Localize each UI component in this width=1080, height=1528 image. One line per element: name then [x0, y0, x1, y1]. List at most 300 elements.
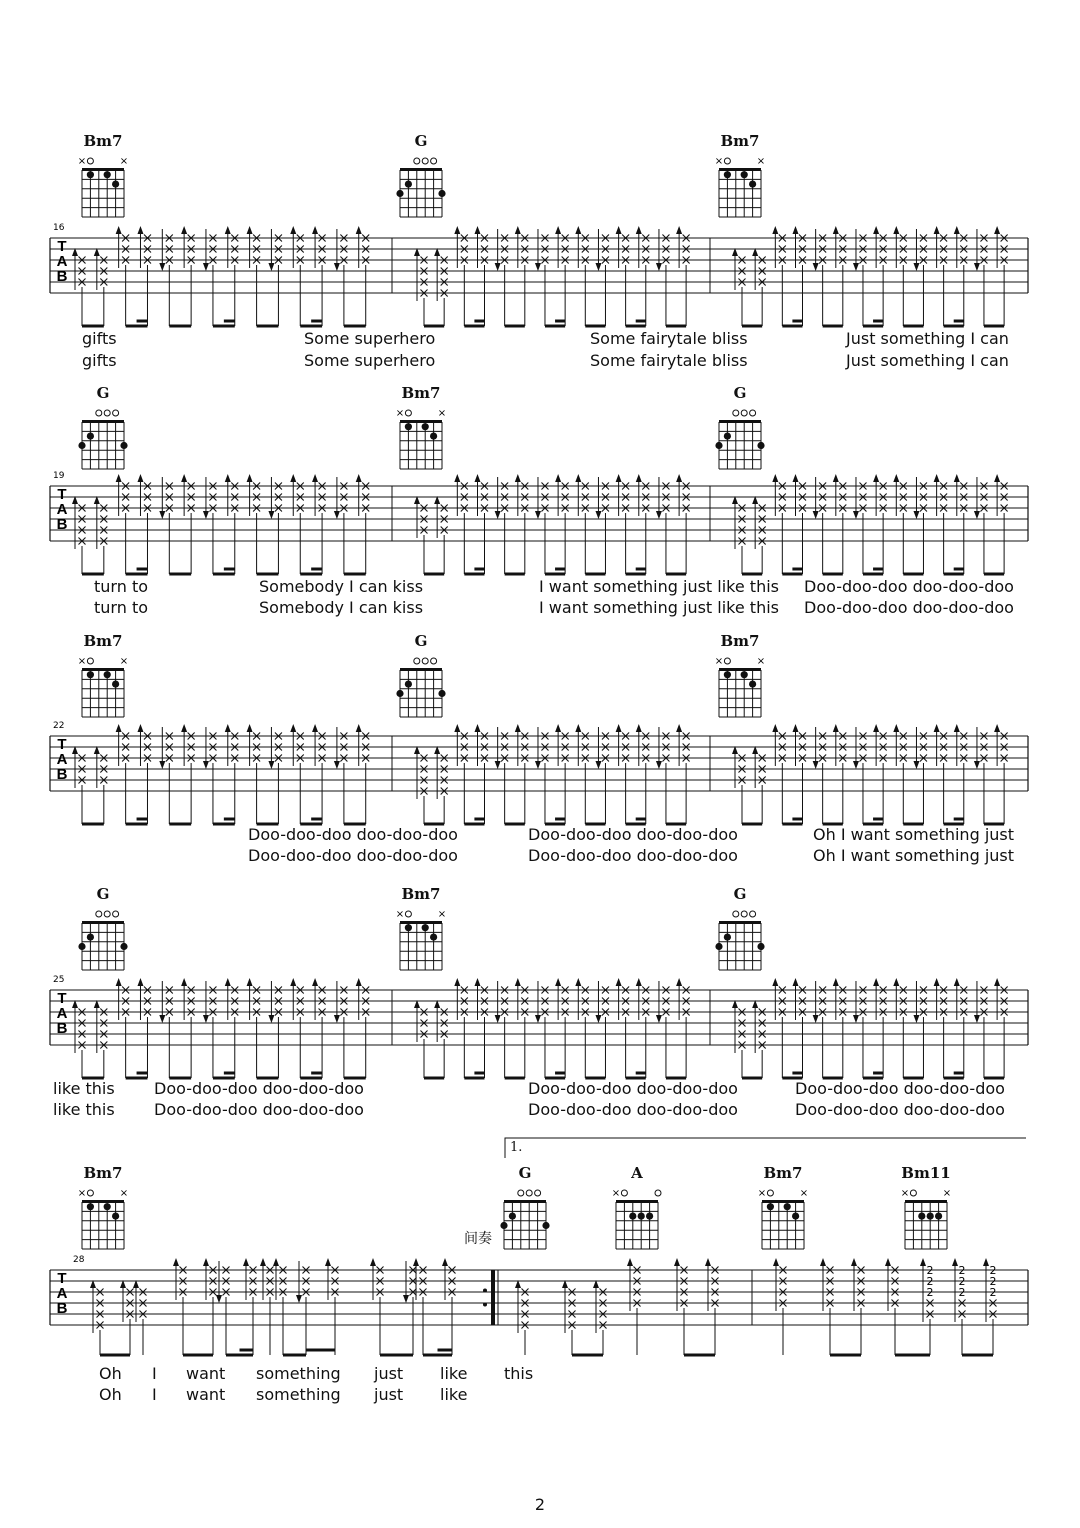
measure-number: 22 [53, 721, 65, 731]
strum-stroke [515, 226, 529, 326]
strum-arrow-head [334, 511, 340, 519]
finger-dot [104, 1203, 111, 1210]
finger-dot [509, 1213, 516, 1220]
strum-stroke [954, 226, 968, 326]
finger-dot [792, 1213, 799, 1220]
finger-dot [724, 433, 731, 440]
lyric-line1-3: Some fairytale bliss [590, 329, 748, 348]
strum-stroke [225, 724, 239, 824]
strum-stroke [325, 1258, 339, 1355]
lyric-line1-1: like this [53, 1079, 115, 1098]
lyric-line1-2: Somebody I can kiss [259, 577, 424, 596]
lyric-line1-4: something [256, 1364, 341, 1383]
strum-arrow-head [772, 724, 778, 732]
strum-stroke [575, 474, 589, 574]
open-string-mark [104, 911, 110, 917]
strum-stroke [873, 978, 887, 1078]
strum-stroke [290, 724, 304, 824]
strum-arrow-head [173, 1258, 179, 1266]
strum-arrow-head [268, 511, 274, 519]
chord-diagram-g [78, 410, 127, 469]
strum-stroke [954, 724, 968, 824]
strum-arrow-head [268, 1015, 274, 1023]
strum-arrow-head [334, 263, 340, 271]
strum-arrow-head [296, 1295, 302, 1303]
strum-stroke [137, 474, 151, 574]
strum-arrow-head [273, 1258, 279, 1266]
strum-arrow-head [495, 511, 501, 519]
strum-arrow-head [413, 1258, 419, 1266]
strum-stroke [954, 474, 968, 574]
chord-diagram-bm7 [78, 1188, 128, 1249]
strum-arrow-head [203, 263, 209, 271]
tab-clef-letter: B [56, 766, 68, 783]
lyric-line1-1: Oh [99, 1364, 122, 1383]
finger-dot [104, 671, 111, 678]
strum-arrow-head [873, 724, 879, 732]
finger-dot [749, 181, 756, 188]
strum-arrow-head [159, 761, 165, 769]
strum-arrow-head [575, 724, 581, 732]
lyric-line1-2: Doo-doo-doo doo-doo-doo [154, 1079, 364, 1098]
strum-stroke [159, 477, 173, 574]
open-string-mark [733, 410, 739, 416]
strum-stroke [495, 981, 509, 1078]
strum-arrow-head [116, 474, 122, 482]
muted-string-mark: × [756, 656, 766, 667]
repeat-thick-bar [491, 1270, 495, 1325]
finger-dot [542, 1222, 549, 1229]
open-string-mark [526, 1190, 532, 1196]
muted-string-mark: × [757, 1188, 767, 1199]
strum-stroke [772, 724, 786, 824]
strum-arrow-head [555, 474, 561, 482]
finger-dot [112, 1213, 119, 1220]
strum-stroke [772, 474, 786, 574]
strum-stroke [370, 1258, 384, 1355]
strum-stroke [636, 978, 650, 1078]
strum-arrow-head [454, 226, 460, 234]
strum-arrow-head [474, 978, 480, 986]
open-string-mark [113, 410, 119, 416]
strum-arrow-head [137, 978, 143, 986]
muted-string-mark: × [942, 1188, 952, 1199]
strum-arrow-head [495, 1015, 501, 1023]
strum-stroke [334, 727, 348, 824]
strum-arrow-head [495, 761, 501, 769]
strum-stroke [893, 226, 907, 326]
strum-arrow-head [159, 263, 165, 271]
strum-arrow-head [312, 978, 318, 986]
lyric-line2-3: I want something just like this [539, 598, 779, 617]
strum-stroke [268, 229, 282, 326]
open-string-mark [405, 410, 411, 416]
strum-arrow-head [116, 978, 122, 986]
strum-stroke [853, 981, 867, 1078]
chord-diagram-g [715, 410, 764, 469]
repeat-dot [483, 1303, 487, 1307]
open-string-mark [431, 158, 437, 164]
strum-stroke [356, 724, 370, 824]
strum-stroke [495, 477, 509, 574]
finger-dot [112, 181, 119, 188]
lyric-line2-1: gifts [82, 351, 117, 370]
strum-arrow-head [893, 474, 899, 482]
measure-number: 16 [53, 223, 65, 233]
strum-arrow-head [954, 474, 960, 482]
finger-dot [767, 1203, 774, 1210]
lyric-line1-1: Doo-doo-doo doo-doo-doo [248, 825, 458, 844]
repeat-dot [483, 1289, 487, 1293]
strum-arrow-head [356, 474, 362, 482]
chord-diagram-bm7 [78, 656, 128, 717]
strum-arrow-head [893, 724, 899, 732]
strum-stroke [116, 724, 129, 824]
chord-diagram-bm11 [901, 1188, 951, 1249]
strum-stroke [159, 727, 173, 824]
strum-stroke [813, 727, 827, 824]
strum-stroke [116, 474, 129, 574]
strum-stroke [247, 978, 261, 1078]
strum-stroke [555, 226, 569, 326]
chord-diagram-a [612, 1188, 661, 1249]
finger-dot [500, 1222, 507, 1229]
strum-arrow-head [454, 724, 460, 732]
strum-stroke [120, 1280, 134, 1355]
lyric-line1-3: Doo-doo-doo doo-doo-doo [528, 1079, 738, 1098]
finger-dot [396, 190, 403, 197]
strum-stroke [90, 1280, 104, 1355]
finger-dot [927, 1213, 934, 1220]
page-number: 2 [534, 1495, 546, 1514]
strum-arrow-head [247, 474, 253, 482]
strum-stroke [636, 226, 650, 326]
finger-dot [422, 924, 429, 931]
strum-stroke [934, 226, 948, 326]
finger-dot [724, 671, 731, 678]
lyric-line1-2: Some superhero [304, 329, 436, 348]
chord-name-bm7: Bm7 [83, 632, 123, 650]
strum-stroke [983, 1258, 997, 1355]
strum-stroke [356, 978, 370, 1078]
finger-dot [784, 1203, 791, 1210]
strum-arrow-head [656, 761, 662, 769]
strum-stroke [137, 226, 151, 326]
finger-dot [724, 934, 731, 941]
chord-name-bm7: Bm7 [401, 885, 441, 903]
strum-arrow-head [974, 1015, 980, 1023]
strum-stroke [934, 978, 948, 1078]
strum-stroke [203, 1258, 217, 1355]
strum-stroke [885, 1258, 899, 1355]
open-string-mark [518, 1190, 524, 1196]
strum-stroke [454, 226, 468, 326]
strum-stroke [833, 724, 847, 824]
strum-stroke [296, 1261, 310, 1355]
strum-stroke [676, 474, 690, 574]
chord-name-bm7: Bm7 [401, 384, 441, 402]
tab-clef-letter: A [56, 1285, 68, 1302]
strum-arrow-head [676, 226, 682, 234]
chord-name-a: A [631, 1164, 643, 1182]
measure-number: 19 [53, 471, 65, 481]
muted-string-mark: × [437, 408, 447, 419]
strum-arrow-head [555, 724, 561, 732]
strum-stroke [403, 1261, 417, 1355]
muted-string-mark: × [77, 1188, 87, 1199]
strum-arrow-head [515, 226, 521, 234]
finger-dot [646, 1213, 653, 1220]
strum-arrow-head [268, 263, 274, 271]
strum-stroke [225, 474, 239, 574]
strum-arrow-head [952, 1258, 958, 1266]
strum-arrow-head [934, 474, 940, 482]
strum-stroke [203, 477, 217, 574]
strum-arrow-head [159, 511, 165, 519]
strum-stroke [260, 1258, 274, 1355]
strum-arrow-head [203, 1015, 209, 1023]
tab-clef-letter: B [56, 268, 68, 285]
strum-stroke [616, 724, 630, 824]
strum-arrow-head [595, 1015, 601, 1023]
strum-stroke [813, 229, 827, 326]
strum-stroke [920, 1258, 934, 1355]
strum-arrow-head [636, 474, 642, 482]
strum-arrow-head [853, 761, 859, 769]
finger-dot [935, 1213, 942, 1220]
tab-clef-letter: T [57, 238, 67, 255]
chord-diagram-bm7 [396, 408, 446, 469]
lyric-line2-4: Doo-doo-doo doo-doo-doo [795, 1100, 1005, 1119]
strum-stroke [159, 981, 173, 1078]
strum-arrow-head [954, 226, 960, 234]
chord-name-bm7: Bm7 [720, 632, 760, 650]
open-string-mark [87, 1190, 93, 1196]
strum-arrow-head [813, 1015, 819, 1023]
tab-clef-letter: A [56, 1005, 68, 1022]
chord-name-bm7: Bm7 [763, 1164, 803, 1182]
strum-arrow-head [535, 511, 541, 519]
strum-arrow-head [833, 724, 839, 732]
strum-arrow-head [913, 761, 919, 769]
strum-arrow-head [403, 1295, 409, 1303]
open-string-mark [733, 911, 739, 917]
strum-arrow-head [994, 724, 1000, 732]
strum-arrow-head [934, 724, 940, 732]
strum-stroke [893, 474, 907, 574]
strum-stroke [290, 226, 304, 326]
muted-string-mark: × [799, 1188, 809, 1199]
strum-arrow-head [954, 978, 960, 986]
strum-stroke [474, 474, 488, 574]
finger-dot [104, 171, 111, 178]
lyric-line1-2: I [152, 1364, 157, 1383]
strum-stroke [515, 1280, 529, 1355]
strum-stroke [243, 1258, 257, 1355]
finger-dot [438, 690, 445, 697]
chord-name-bm7: Bm7 [720, 132, 760, 150]
strum-arrow-head [636, 226, 642, 234]
strum-stroke [676, 226, 690, 326]
tab-fret-number: 2 [989, 1275, 997, 1288]
strum-arrow-head [873, 978, 879, 986]
chord-diagram-bm7 [715, 156, 765, 217]
finger-dot [757, 943, 764, 950]
chord-diagram-bm7 [715, 656, 765, 717]
strum-arrow-head [225, 226, 231, 234]
lyric-line2-1: Doo-doo-doo doo-doo-doo [248, 846, 458, 865]
lyric-line2-1: like this [53, 1100, 115, 1119]
finger-dot [741, 171, 748, 178]
strum-stroke [203, 981, 217, 1078]
finger-dot [405, 924, 412, 931]
open-string-mark [767, 1190, 773, 1196]
strum-stroke [595, 477, 609, 574]
strum-arrow-head [116, 226, 122, 234]
strum-arrow-head [954, 724, 960, 732]
strum-arrow-head [137, 724, 143, 732]
strum-arrow-head [676, 978, 682, 986]
strum-arrow-head [773, 1258, 779, 1266]
tab-clef-letter: T [57, 990, 67, 1007]
strum-stroke [813, 981, 827, 1078]
strum-arrow-head [656, 511, 662, 519]
tab-clef-letter: B [56, 1300, 68, 1317]
strum-stroke [356, 226, 370, 326]
finger-dot [87, 433, 94, 440]
finger-dot [430, 934, 437, 941]
strum-arrow-head [636, 724, 642, 732]
strum-stroke [873, 474, 887, 574]
strum-arrow-head [181, 978, 187, 986]
strum-arrow-head [334, 761, 340, 769]
strum-stroke [994, 226, 1008, 326]
strum-arrow-head [994, 474, 1000, 482]
strum-arrow-head [934, 226, 940, 234]
strum-stroke [159, 229, 173, 326]
finger-dot [438, 190, 445, 197]
strum-stroke [216, 1261, 230, 1355]
strum-stroke [974, 477, 988, 574]
strum-arrow-head [772, 226, 778, 234]
strum-arrow-head [616, 724, 622, 732]
tab-fret-number: 2 [926, 1275, 934, 1288]
tab-fret-number: 2 [926, 1264, 934, 1277]
lyric-line2-2: Doo-doo-doo doo-doo-doo [154, 1100, 364, 1119]
strum-arrow-head [181, 724, 187, 732]
strum-stroke [334, 477, 348, 574]
open-string-mark [96, 410, 102, 416]
lyric-line2-2: Somebody I can kiss [259, 598, 424, 617]
strum-stroke [853, 477, 867, 574]
strum-arrow-head [225, 978, 231, 986]
strum-stroke [656, 981, 670, 1078]
strum-stroke [133, 1280, 147, 1355]
strum-arrow-head [920, 1258, 926, 1266]
strum-stroke [312, 474, 326, 574]
finger-dot [120, 442, 127, 449]
strum-arrow-head [474, 226, 480, 234]
strum-arrow-head [203, 1258, 209, 1266]
lyric-line2-6: like [440, 1385, 468, 1404]
strum-stroke [674, 1258, 688, 1355]
strum-stroke [616, 474, 630, 574]
strum-stroke [137, 724, 151, 824]
strum-stroke [595, 981, 609, 1078]
strum-stroke [312, 978, 326, 1078]
strum-arrow-head [312, 226, 318, 234]
strum-stroke [575, 226, 589, 326]
strum-arrow-head [792, 978, 798, 986]
strum-arrow-head [442, 1258, 448, 1266]
strum-stroke [181, 226, 195, 326]
strum-arrow-head [792, 474, 798, 482]
open-string-mark [724, 658, 730, 664]
strum-stroke [656, 477, 670, 574]
strum-stroke [833, 226, 847, 326]
tab-fret-number: 2 [989, 1286, 997, 1299]
lyric-line2-3: Oh I want something just [813, 846, 1015, 865]
strum-stroke [535, 981, 549, 1078]
strum-stroke [913, 229, 927, 326]
chord-name-g: G [733, 885, 747, 903]
strum-stroke [562, 1280, 576, 1355]
strum-arrow-head [913, 1015, 919, 1023]
lyric-line1-5: just [374, 1364, 404, 1383]
finger-dot [741, 671, 748, 678]
strum-arrow-head [334, 1015, 340, 1023]
lyric-line1-6: like [440, 1364, 468, 1383]
lyric-line1-3: I want something just like this [539, 577, 779, 596]
muted-string-mark: × [756, 156, 766, 167]
strum-arrow-head [792, 226, 798, 234]
strum-arrow-head [356, 978, 362, 986]
open-string-mark [535, 1190, 541, 1196]
strum-stroke [833, 978, 847, 1078]
open-string-mark [724, 158, 730, 164]
finger-dot [918, 1213, 925, 1220]
strum-stroke [913, 981, 927, 1078]
strum-stroke [705, 1258, 719, 1355]
open-string-mark [910, 1190, 916, 1196]
finger-dot [629, 1213, 636, 1220]
tab-system-2 [50, 471, 1028, 574]
strum-stroke [952, 1258, 966, 1355]
strum-stroke [851, 1258, 865, 1355]
finger-dot [87, 671, 94, 678]
tab-clef-letter: T [57, 736, 67, 753]
strum-arrow-head [772, 474, 778, 482]
strum-arrow-head [454, 474, 460, 482]
strum-stroke [873, 724, 887, 824]
strum-arrow-head [268, 761, 274, 769]
tab-system-3 [50, 721, 1028, 824]
strum-stroke [181, 474, 195, 574]
finger-dot [120, 943, 127, 950]
strum-arrow-head [636, 978, 642, 986]
strum-arrow-head [813, 263, 819, 271]
strum-stroke [495, 727, 509, 824]
lyric-line1-3: want [186, 1364, 226, 1383]
strum-stroke [454, 474, 468, 574]
open-string-mark [96, 911, 102, 917]
tab-fret-number: 2 [958, 1275, 966, 1288]
open-string-mark [422, 658, 428, 664]
strum-stroke [853, 727, 867, 824]
strum-stroke [893, 978, 907, 1078]
strum-arrow-head [772, 978, 778, 986]
strum-arrow-head [290, 474, 296, 482]
